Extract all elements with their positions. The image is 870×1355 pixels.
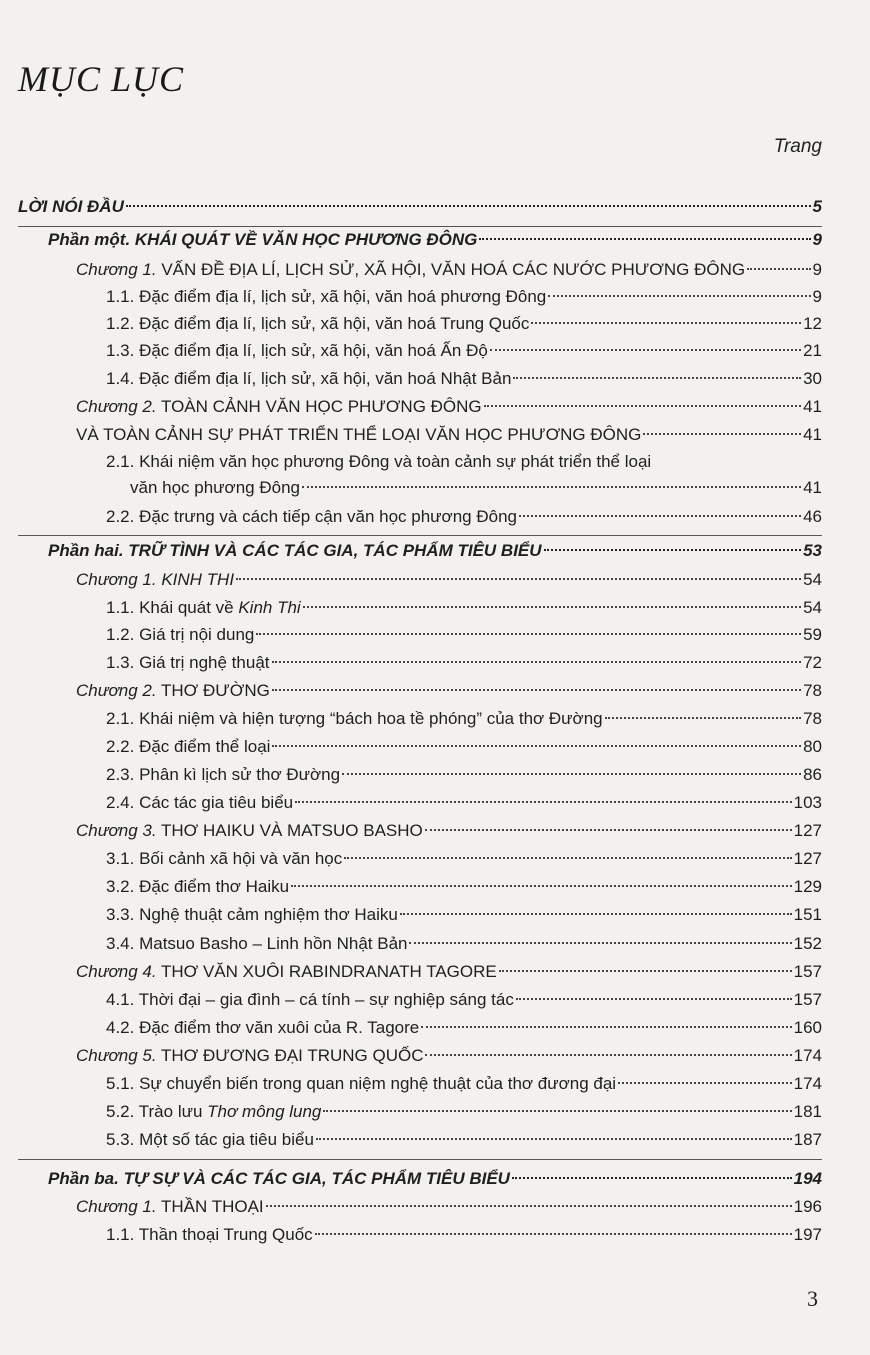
toc-entry-page: 194 [793, 1169, 822, 1188]
section-title: Thơ mông lung [207, 1102, 322, 1121]
toc-entry-chapter[interactable] [76, 961, 822, 983]
dot-leader [291, 885, 792, 887]
toc-entry-label [76, 1045, 423, 1067]
chapter-title: THƠ VĂN XUÔI RABINDRANATH TAGORE [156, 962, 497, 981]
toc-entry-label [106, 597, 301, 619]
toc-entry-label: 5.1. Sự chuyển biến trong quan niệm nghệ thuật của thơ đương đại [106, 1074, 617, 1093]
toc-entry-section[interactable] [106, 1017, 822, 1039]
toc-entry-section[interactable] [106, 904, 822, 926]
dot-leader [272, 689, 801, 691]
toc-entry-page: 86 [803, 765, 822, 784]
toc-entry-page: 160 [793, 1018, 822, 1037]
dot-leader [421, 1026, 791, 1028]
toc-entry-label: văn học phương Đông [130, 478, 300, 497]
chapter-prefix: Chương 2. [76, 397, 157, 416]
toc-entry-section[interactable] [106, 368, 822, 390]
section-divider [18, 1159, 822, 1160]
dot-leader [516, 998, 792, 1000]
toc-entry-label: 1.1. Thần thoại Trung Quốc [106, 1225, 313, 1244]
toc-entry-section[interactable] [106, 313, 822, 335]
dot-leader [512, 1177, 792, 1179]
toc-entry-section[interactable] [106, 876, 822, 898]
chapter-prefix: Chương 1. [76, 260, 157, 279]
dot-leader [316, 1138, 792, 1140]
chapter-prefix: Chương 4. [76, 962, 157, 981]
toc-entry-part-1[interactable] [48, 229, 822, 251]
toc-entry-section[interactable] [106, 792, 822, 814]
section-prefix: 1.1. Khái quát về [106, 598, 239, 617]
dot-leader [272, 745, 801, 747]
toc-entry-label: 1.2. Giá trị nội dung [106, 625, 255, 644]
toc-entry-label [76, 680, 270, 702]
toc-entry-label: Phần một. KHÁI QUÁT VỀ VĂN HỌC PHƯƠNG ĐÔNG [48, 230, 478, 249]
section-divider [18, 535, 822, 536]
chapter-title: VẤN ĐỀ ĐỊA LÍ, LỊCH SỬ, XÃ HỘI, VĂN HOÁ CÁC NƯỚC PHƯƠNG ĐÔNG [156, 260, 746, 279]
toc-entry-page: 30 [803, 369, 822, 388]
toc-entry-label: 5.3. Một số tác gia tiêu biểu [106, 1130, 314, 1149]
toc-entry-label: 4.2. Đặc điểm thơ văn xuôi của R. Tagore [106, 1018, 420, 1037]
toc-entry-section[interactable] [106, 708, 822, 730]
dot-leader [272, 661, 802, 663]
toc-entry-part-2[interactable] [48, 540, 822, 562]
toc-entry-page: 197 [793, 1225, 822, 1244]
dot-leader [323, 1110, 791, 1112]
toc-entry-section[interactable] [106, 1073, 822, 1095]
toc-entry-section[interactable] [106, 989, 822, 1011]
toc-entry-label [76, 1196, 264, 1218]
toc-entry-label: 3.2. Đặc điểm thơ Haiku [106, 877, 290, 896]
toc-entry-page: 174 [793, 1074, 822, 1093]
dot-leader [266, 1205, 792, 1207]
toc-entry-page: 41 [803, 397, 822, 416]
toc-entry-label [76, 961, 497, 983]
toc-entry-chapter[interactable] [76, 569, 822, 591]
page-number: 3 [807, 1286, 818, 1311]
toc-entry-label: 1.3. Đặc điểm địa lí, lịch sử, xã hội, văn hoá Ấn Độ [106, 341, 488, 360]
toc-entry-page: 196 [793, 1197, 822, 1216]
toc-entry-section[interactable] [106, 933, 822, 955]
toc-entry-page: 174 [793, 1046, 822, 1065]
chapter-prefix: Chương 3. [76, 821, 157, 840]
dot-leader [409, 942, 791, 944]
dot-leader [499, 970, 792, 972]
toc-entry-label [76, 396, 482, 418]
toc-entry-section[interactable] [106, 286, 822, 308]
dot-leader [548, 295, 810, 297]
toc-entry-label: 1.3. Giá trị nghệ thuật [106, 653, 270, 672]
toc-entry-page: 46 [803, 507, 822, 526]
toc-entry-page: 157 [793, 962, 822, 981]
toc-entry-page: 152 [793, 934, 822, 953]
toc-entry-section[interactable] [106, 848, 822, 870]
dot-leader [236, 578, 801, 580]
toc-entry-label: 2.4. Các tác gia tiêu biểu [106, 793, 294, 812]
toc-entry-page: 151 [793, 905, 822, 924]
toc-entry-label: 1.1. Đặc điểm địa lí, lịch sử, xã hội, văn hoá phương Đông [106, 287, 547, 306]
section-divider [18, 226, 822, 227]
dot-leader [484, 405, 801, 407]
section-title: Kinh Thi [238, 598, 301, 617]
toc-entry-page: 127 [793, 849, 822, 868]
page-title: MỤC LỤC [18, 59, 185, 99]
toc-entry-section[interactable] [106, 340, 822, 362]
chapter-prefix: Chương 1. [76, 1197, 157, 1216]
toc-entry-chapter[interactable] [76, 820, 822, 842]
toc-entry-page: 41 [803, 425, 822, 444]
toc-entry-label: Phần ba. TỰ SỰ VÀ CÁC TÁC GIA, TÁC PHẨM TIÊU BIỂU [48, 1169, 510, 1188]
toc-entry-page: 53 [803, 541, 822, 560]
toc-entry-page: 187 [793, 1130, 822, 1149]
dot-leader [342, 773, 801, 775]
dot-leader [400, 913, 792, 915]
toc-entry-label: 2.2. Đặc điểm thể loại [106, 737, 271, 756]
toc-entry-page: 41 [803, 478, 822, 497]
toc-entry-part-3[interactable] [48, 1168, 822, 1190]
toc-entry-page: 127 [793, 821, 822, 840]
chapter-title: THẦN THOẠI [156, 1197, 264, 1216]
toc-entry-page: 78 [803, 681, 822, 700]
toc-entry-page: 54 [803, 598, 822, 617]
toc-entry-section[interactable] [130, 477, 822, 499]
toc-entry-label: LỜI NÓI ĐẦU [18, 197, 124, 216]
dot-leader [425, 1054, 791, 1056]
toc-entry-label: 3.1. Bối cảnh xã hội và văn học [106, 849, 343, 868]
toc-entry-section[interactable] [106, 506, 822, 528]
dot-leader [531, 322, 801, 324]
dot-leader [126, 205, 811, 207]
toc-entry-page: 9 [812, 287, 822, 306]
dot-leader [295, 801, 792, 803]
page-column-header: Trang [773, 136, 822, 157]
dot-leader [303, 606, 801, 608]
toc-entry-section[interactable] [106, 624, 822, 646]
dot-leader [315, 1233, 792, 1235]
chapter-prefix: Chương 5. [76, 1046, 157, 1065]
toc-entry-label: VÀ TOÀN CẢNH SỰ PHÁT TRIỂN THỂ LOẠI VĂN HỌC PHƯƠNG ĐÔNG [76, 425, 642, 444]
toc-entry-page: 157 [793, 990, 822, 1009]
section-prefix: 5.2. Trào lưu [106, 1102, 208, 1121]
toc-entry-page: 9 [812, 260, 822, 279]
toc-entry-page: 12 [803, 314, 822, 333]
toc-entry-page: 21 [803, 341, 822, 360]
dot-leader [479, 238, 810, 240]
toc-entry-section[interactable] [106, 1129, 822, 1151]
toc-entry-chapter[interactable] [76, 1196, 822, 1218]
dot-leader [425, 829, 792, 831]
toc-entry-section[interactable] [106, 1224, 822, 1246]
chapter-title: THƠ HAIKU VÀ MATSUO BASHO [156, 821, 423, 840]
dot-leader [618, 1082, 792, 1084]
toc-entry-page: 59 [803, 625, 822, 644]
chapter-title: THƠ ĐƯỜNG [156, 681, 270, 700]
toc-entry-chapter-cont[interactable] [76, 424, 822, 446]
toc-entry-section-line1: 2.1. Khái niệm văn học phương Đông và toàn cảnh sự phát triển thể loại [106, 452, 652, 471]
dot-leader [605, 717, 801, 719]
toc-entry-label [106, 1101, 321, 1123]
toc-entry-label: 1.2. Đặc điểm địa lí, lịch sử, xã hội, văn hoá Trung Quốc [106, 314, 530, 333]
dot-leader [513, 377, 801, 379]
toc-entry-page: 181 [793, 1102, 822, 1121]
toc-entry-chapter[interactable] [76, 259, 822, 281]
toc-entry-page: 129 [793, 877, 822, 896]
chapter-title: THƠ ĐƯƠNG ĐẠI TRUNG QUỐC [156, 1046, 424, 1065]
toc-entry-page: 5 [812, 197, 822, 216]
toc-entry-label [76, 820, 423, 842]
dot-leader [519, 515, 801, 517]
toc-entry-preface[interactable] [18, 196, 822, 218]
toc-entry-page: 78 [803, 709, 822, 728]
toc-entry-section[interactable] [106, 736, 822, 758]
toc-entry-chapter[interactable] [76, 680, 822, 702]
toc-entry-chapter[interactable] [76, 1045, 822, 1067]
toc-entry-page: 72 [803, 653, 822, 672]
toc-entry-label: 3.3. Nghệ thuật cảm nghiệm thơ Haiku [106, 905, 398, 924]
toc-entry-label: 2.1. Khái niệm và hiện tượng “bách hoa tề phóng” của thơ Đường [106, 709, 603, 728]
toc-entry-section[interactable] [106, 1101, 822, 1123]
dot-leader [544, 549, 802, 551]
toc-entry-page: 80 [803, 737, 822, 756]
dot-leader [302, 486, 801, 488]
dot-leader [344, 857, 791, 859]
toc-entry-page: 103 [793, 793, 822, 812]
dot-leader [643, 433, 801, 435]
toc-entry-section[interactable] [106, 764, 822, 786]
toc-entry-label: Phần hai. TRỮ TÌNH VÀ CÁC TÁC GIA, TÁC PHẨM TIÊU BIỂU [48, 541, 542, 560]
toc-entry-label: 4.1. Thời đại – gia đình – cá tính – sự nghiệp sáng tác [106, 990, 514, 1009]
toc-entry-label: Chương 1. KINH THI [76, 570, 235, 589]
toc-entry-label [76, 259, 745, 281]
dot-leader [256, 633, 801, 635]
toc-entry-page: 54 [803, 570, 822, 589]
toc-entry-page: 9 [812, 230, 822, 249]
dot-leader [490, 349, 801, 351]
toc-entry-section[interactable] [106, 597, 822, 619]
chapter-title: TOÀN CẢNH VĂN HỌC PHƯƠNG ĐÔNG [156, 397, 482, 416]
toc-entry-label: 2.3. Phân kì lịch sử thơ Đường [106, 765, 341, 784]
toc-entry-chapter[interactable] [76, 396, 822, 418]
toc-entry-label: 1.4. Đặc điểm địa lí, lịch sử, xã hội, văn hoá Nhật Bản [106, 369, 512, 388]
toc-entry-label: 3.4. Matsuo Basho – Linh hồn Nhật Bản [106, 934, 408, 953]
toc-entry-label: 2.2. Đặc trưng và cách tiếp cận văn học phương Đông [106, 507, 517, 526]
chapter-prefix: Chương 2. [76, 681, 157, 700]
toc-entry-section[interactable] [106, 652, 822, 674]
dot-leader [747, 268, 810, 270]
